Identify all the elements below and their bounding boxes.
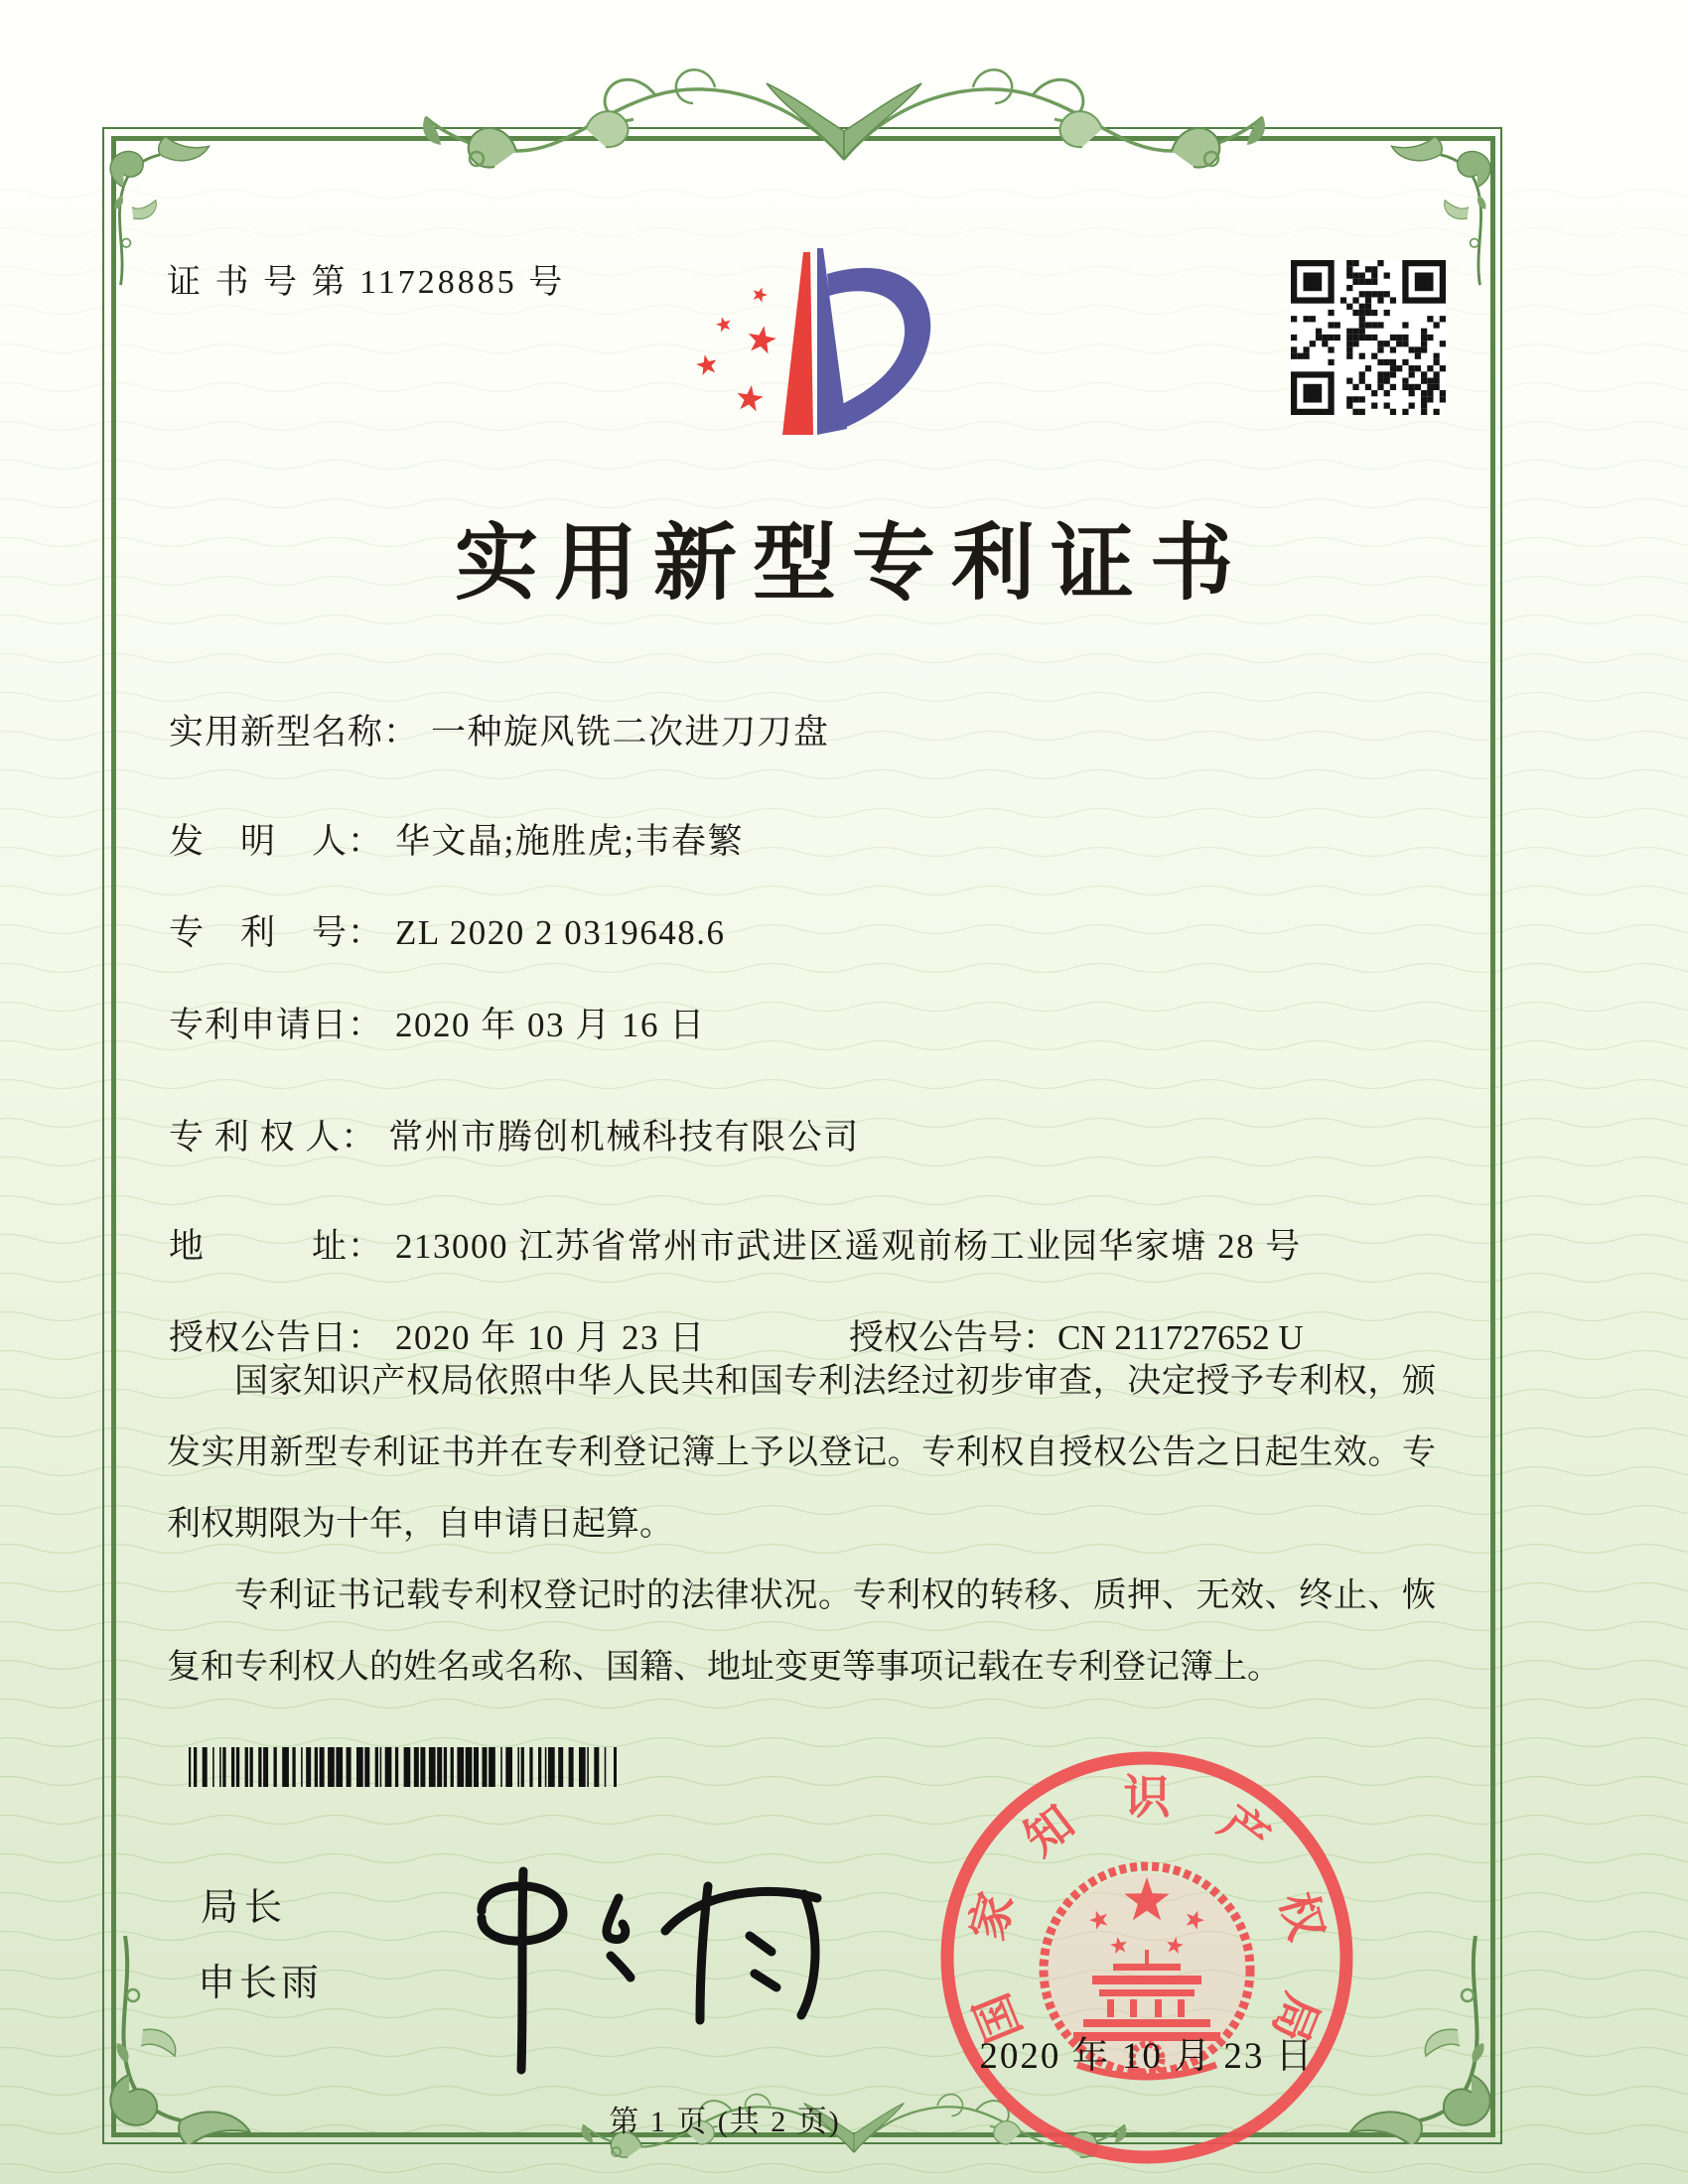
field-utility-model-name (169, 705, 830, 754)
legal-text-block (167, 1346, 1436, 1704)
barcode (189, 1747, 618, 1787)
qr-code (1291, 260, 1446, 415)
logo-star-icon (754, 287, 769, 302)
legal-paragraph-1: 国家知识产权局依照中华人民共和国专利法经过初步审查，决定授予专利权，颁发实用新型专利证书并在专利登记簿上予以登记。专利权自授权公告之日起生效。专利权期限为十年，自申请日起算。 (167, 1363, 1436, 1544)
field-label: 专 利 权 人： (169, 1118, 377, 1157)
field-label: 授权公告号： (849, 1318, 1058, 1357)
legal-paragraph-2: 专利证书记载专利权登记时的法律状况。专利权的转移、质押、无效、终止、恢复和专利权人的姓名或名称、国籍、地址变更等事项记载在专利登记簿上。 (167, 1577, 1436, 1687)
logo-star-icon (749, 326, 776, 353)
field-patentee (169, 1110, 860, 1160)
field-label: 授权公告日： (169, 1318, 384, 1357)
svg-text:知: 知 (1014, 1795, 1084, 1865)
svg-text:权: 权 (1270, 1886, 1335, 1946)
logo-star-icon (737, 385, 763, 411)
field-value: CN 211727652 U (1057, 1318, 1304, 1357)
svg-text:局: 局 (1262, 1985, 1330, 2050)
field-patent-number (169, 905, 725, 955)
seal-date: 2020 年 10 月 23 日 (979, 2036, 1315, 2077)
certificate-title: 实用新型专利证书 (454, 518, 1249, 611)
logo-star-icon (696, 354, 716, 375)
field-value: ZL 2020 2 0319648.6 (395, 913, 726, 952)
field-value: 213000 江苏省常州市武进区遥观前杨工业园华家塘 28 号 (395, 1227, 1302, 1266)
field-value: 常州市腾创机械科技有限公司 (388, 1118, 860, 1157)
director-signature (452, 1837, 829, 2090)
field-inventors (169, 814, 744, 864)
field-value: 2020 年 10 月 23 日 (395, 1318, 706, 1357)
top-flourish-ornament (417, 40, 1271, 208)
field-label: 发 明 人： (169, 822, 384, 861)
field-value: 2020 年 03 月 16 日 (395, 1006, 706, 1044)
field-label: 实用新型名称： (169, 713, 420, 751)
svg-text:家: 家 (959, 1886, 1024, 1946)
field-label: 地 址： (169, 1227, 384, 1266)
officer-name: 申长雨 (198, 1963, 324, 2004)
field-filing-date (169, 998, 706, 1047)
svg-text:产: 产 (1209, 1795, 1280, 1865)
field-label: 专利申请日： (169, 1006, 384, 1044)
cnipa-logo (680, 246, 933, 440)
field-value: 华文晶;施胜虎;韦春繁 (395, 822, 744, 861)
certificate-number: 证 书 号 第 11728885 号 (167, 264, 566, 301)
officer-title: 局长 (201, 1887, 289, 1929)
logo-p-bowl (827, 268, 930, 431)
field-label: 专 利 号： (169, 913, 384, 952)
field-address (169, 1219, 1302, 1269)
field-value: 一种旋风铣二次进刀刀盘 (431, 713, 830, 751)
qr-modules (1291, 260, 1446, 415)
svg-text:识: 识 (1123, 1770, 1171, 1824)
page-footer: 第 1 页 (共 2 页) (609, 2106, 841, 2138)
logo-red-wedge (782, 252, 813, 435)
barcode-bars (189, 1747, 617, 1787)
svg-text:国: 国 (964, 1985, 1032, 2050)
logo-star-icon (716, 317, 731, 332)
